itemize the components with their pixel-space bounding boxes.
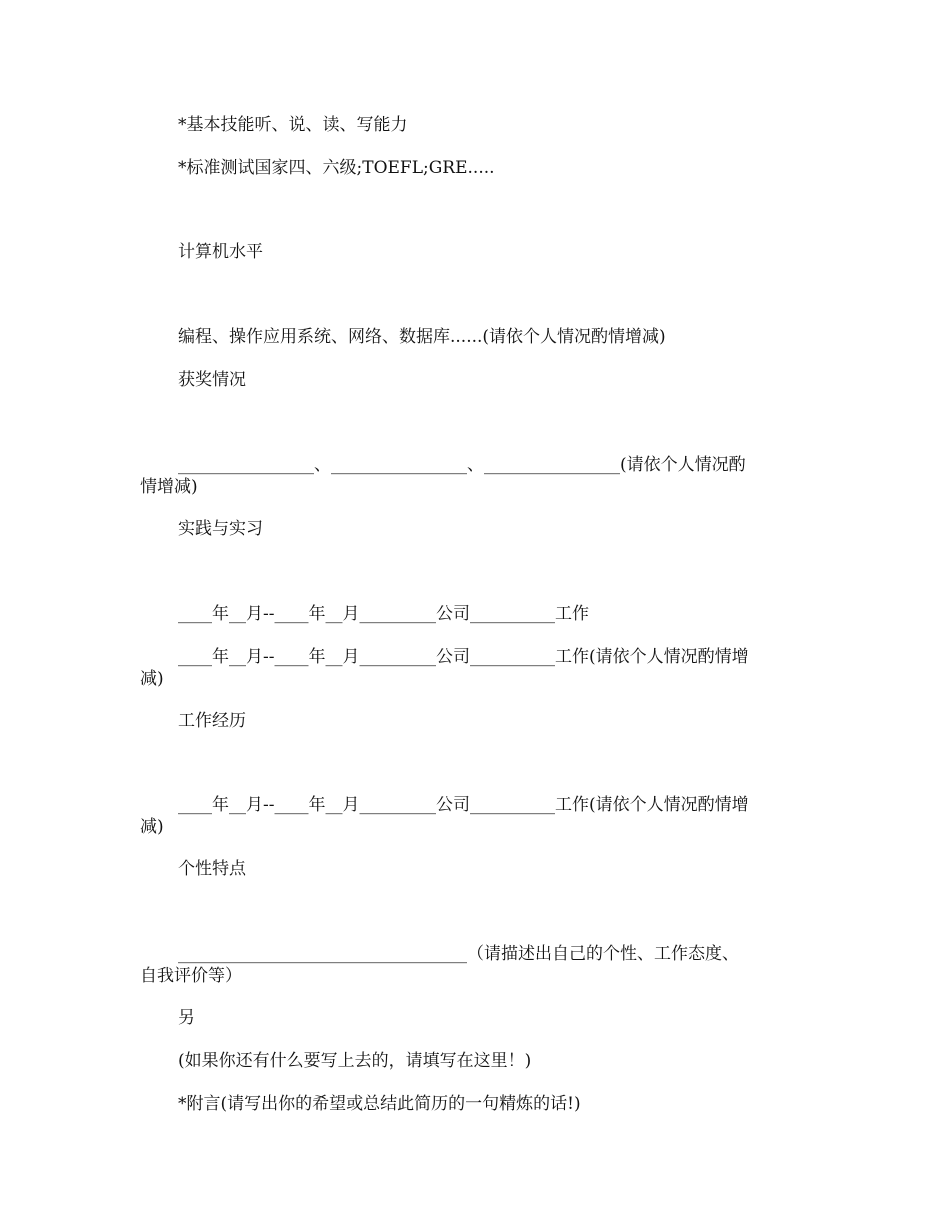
awards-blank-paragraph — [140, 454, 820, 498]
awards-blank-line-1: ________________、________________、________________(请依个人情况酌 — [178, 455, 746, 475]
other-heading: 另 — [178, 1008, 195, 1028]
computer-heading: 计算机水平 — [178, 242, 263, 262]
work-row-1-line-1: ____年__月--____年__月_________公司__________工作(请依个人情况酌情增 — [178, 795, 749, 815]
practice-row-2-paragraph — [140, 646, 820, 690]
work-row-1-paragraph — [140, 794, 820, 838]
personality-heading: 个性特点 — [178, 859, 246, 879]
practice-row-2-line-2: 减) — [140, 669, 164, 689]
awards-blank-line-2: 情增减) — [140, 477, 198, 497]
awards-heading: 获奖情况 — [178, 370, 246, 390]
work-heading: 工作经历 — [178, 711, 246, 731]
work-row-1-line-2: 减) — [140, 817, 164, 837]
basic-skills-line: *基本技能听、说、读、写能力 — [178, 115, 408, 135]
personality-blank-line-1: __________________________________（请描述出自己的个性、工作态度、 — [178, 944, 739, 964]
personality-blank-line-2: 自我评价等） — [140, 966, 242, 986]
personality-blank-paragraph — [140, 943, 820, 987]
other-note-line: (如果你还有什么要写上去的，请填写在这里！) — [178, 1051, 532, 1071]
postscript-line: *附言(请写出你的希望或总结此简历的一句精炼的话!) — [178, 1094, 581, 1114]
practice-heading: 实践与实习 — [178, 519, 263, 539]
practice-row-1: ____年__月--____年__月_________公司__________工作 — [178, 604, 589, 624]
practice-row-2-line-1: ____年__月--____年__月_________公司__________工作(请依个人情况酌情增 — [178, 647, 749, 667]
standard-tests-line: *标准测试国家四、六级;TOEFL;GRE..... — [178, 158, 495, 178]
computer-detail-line: 编程、操作应用系统、网络、数据库......(请依个人情况酌情增减) — [178, 327, 666, 347]
